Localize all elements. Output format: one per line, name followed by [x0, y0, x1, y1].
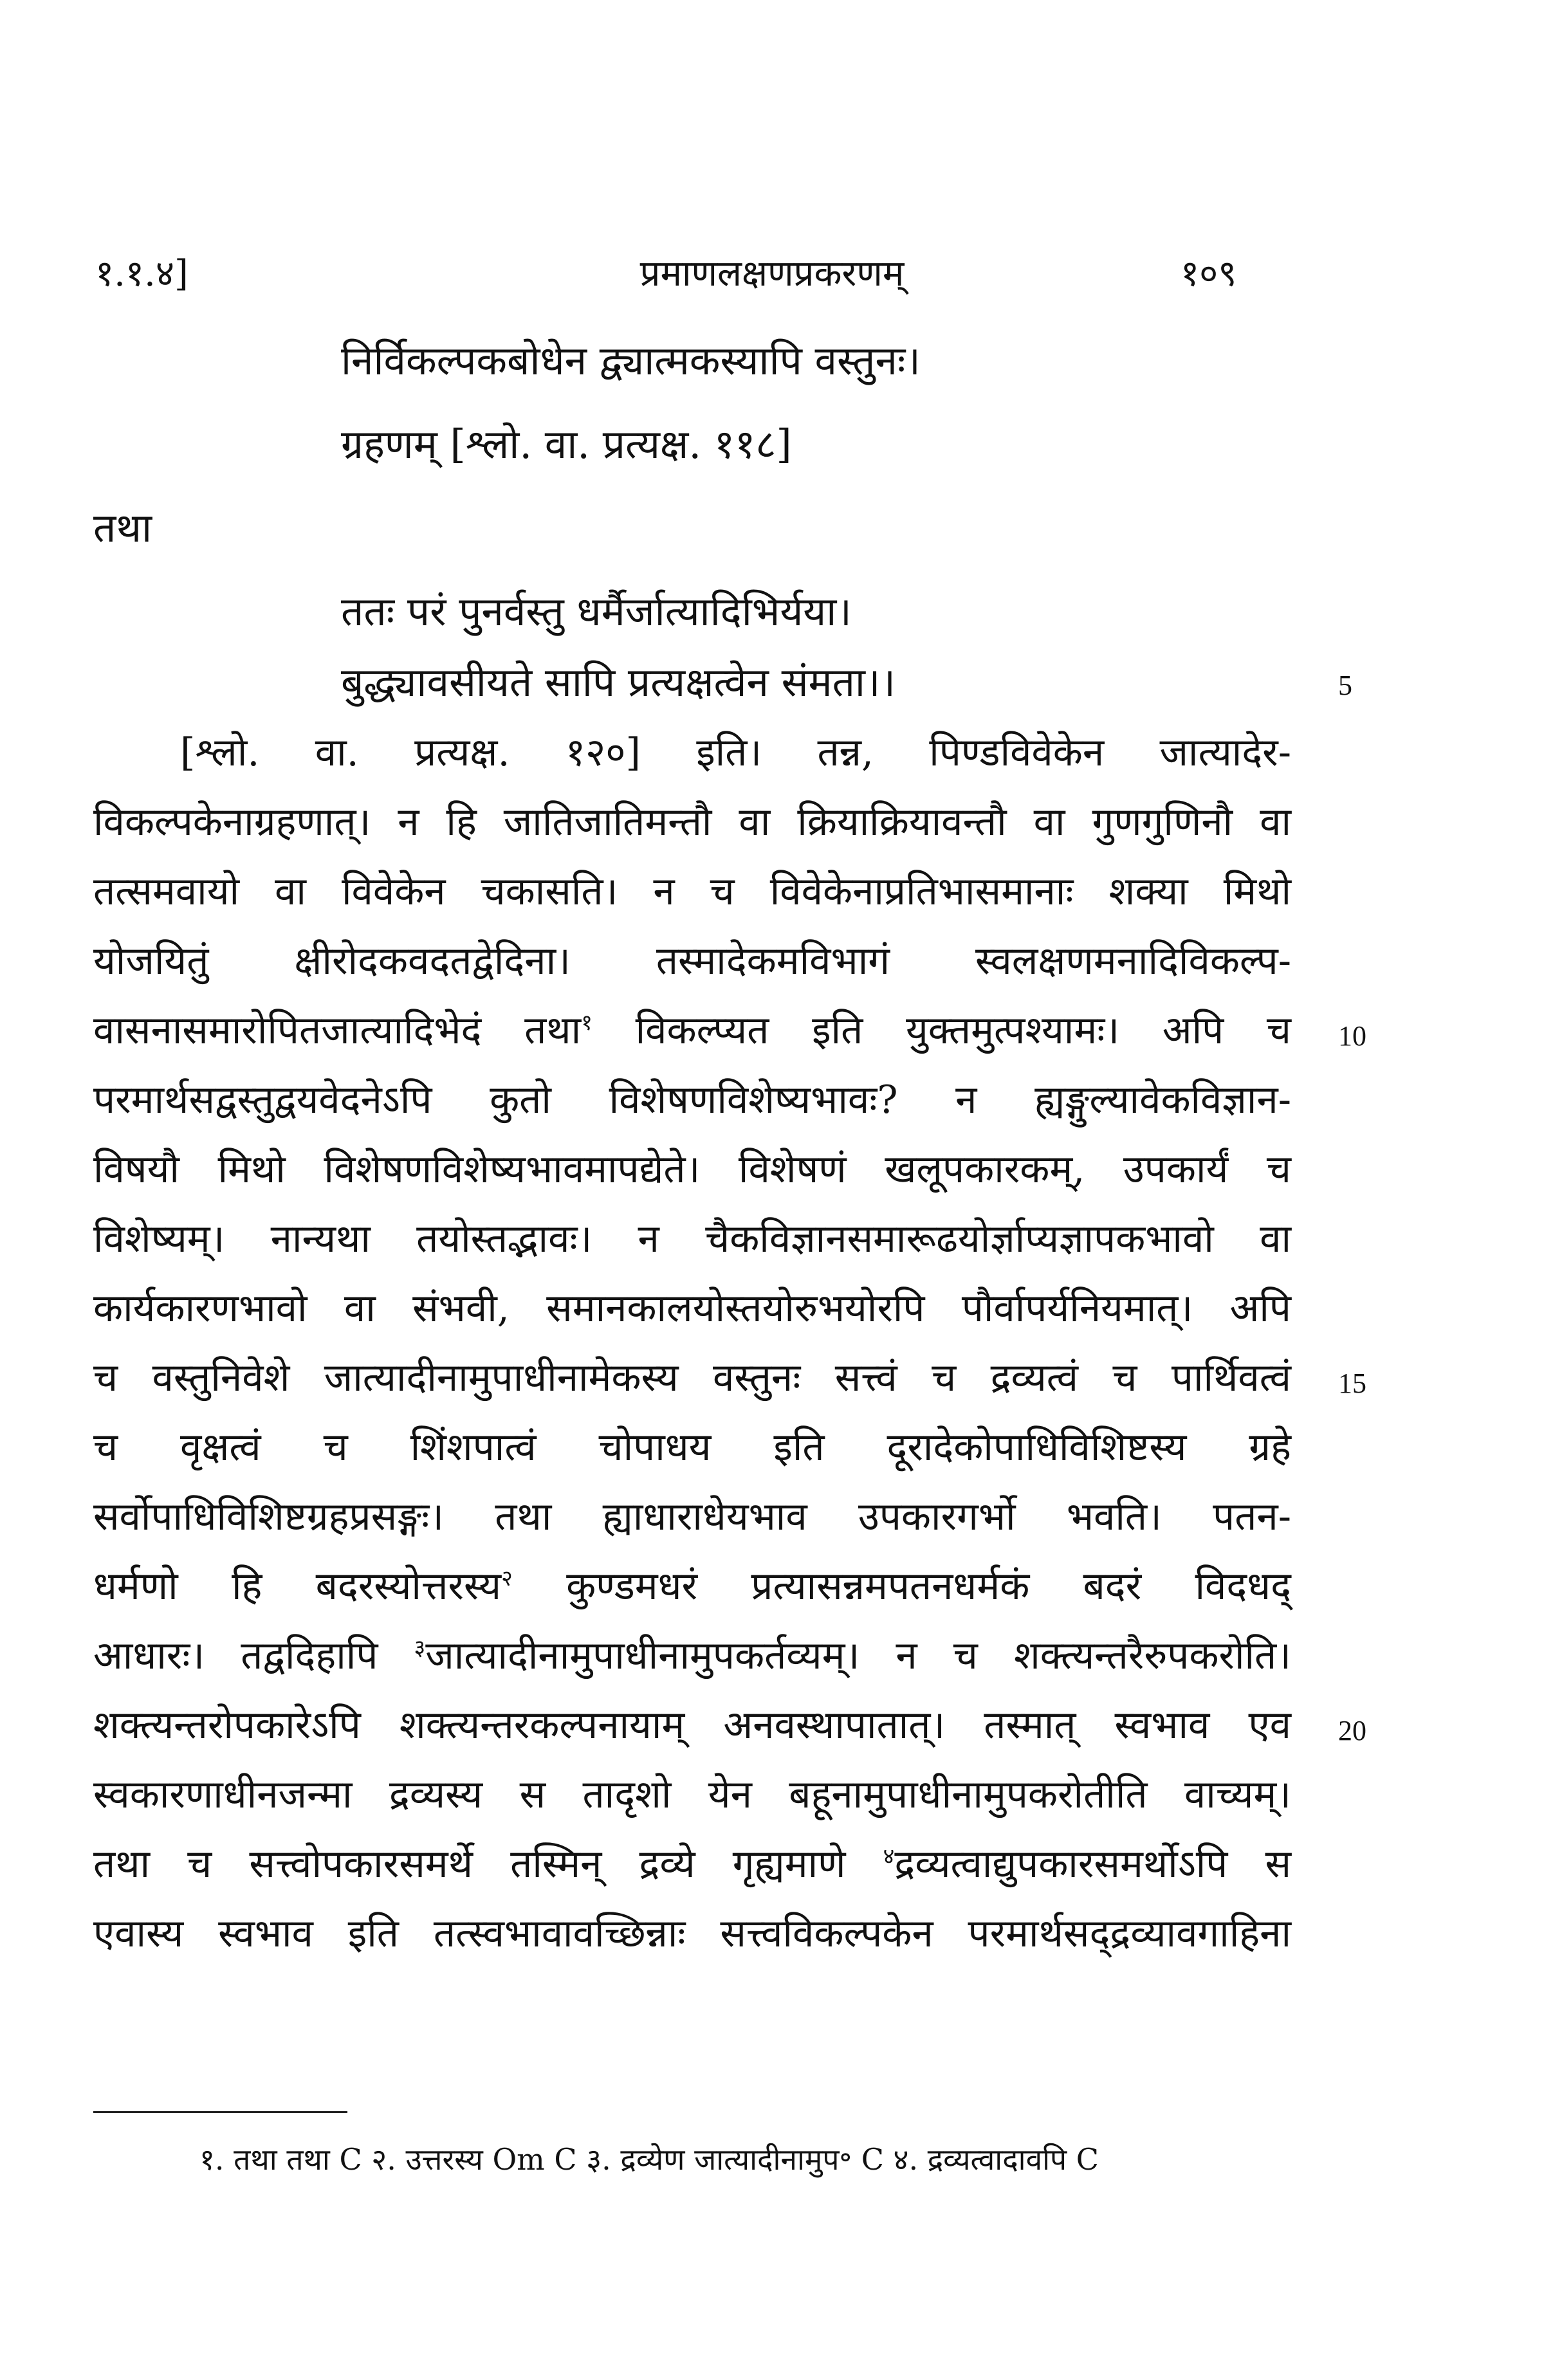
line-number: 20 [1338, 1715, 1366, 1746]
text-line: च वस्तुनिवेशे जात्यादीनामुपाधीनामेकस्य वस्तुनः सत्त्वं च द्रव्यत्वं च पार्थिवत्वं [93, 1355, 1291, 1400]
running-title: प्रमाणलक्षणप्रकरणम् [639, 253, 905, 295]
text-line [93, 1842, 1291, 1887]
verse-line: ग्रहणम् [श्लो. वा. प्रत्यक्ष. ११८] [341, 421, 792, 468]
section-number: १.१.४] [95, 253, 188, 295]
text-line [93, 1564, 1291, 1609]
text-fragment: वासनासमारोपितजात्यादिभेदं तथा [93, 1008, 582, 1053]
page-number: १०९ [1181, 253, 1237, 295]
verse-line: ततः परं पुनर्वस्तु धर्मैर्जात्यादिभिर्यया। [341, 588, 852, 635]
text-fragment: धर्मणो हि बदरस्योत्तरस्य [93, 1564, 502, 1609]
line-number: 15 [1338, 1368, 1366, 1399]
footnote-rule [93, 2111, 347, 2113]
verse-line: बुद्ध्यावसीयते सापि प्रत्यक्षत्वेन संमता।। [341, 659, 896, 706]
text-line: च वृक्षत्वं च शिंशपात्वं चोपाधय इति दूरादेकोपाधिविशिष्टस्य ग्रहे [93, 1425, 1291, 1470]
footnote-mark: ३ [414, 1635, 426, 1661]
text-fragment: जात्यादीनामुपाधीनामुपकर्तव्यम्। न च शक्त्यन्तरैरुपकरोति। [425, 1633, 1291, 1678]
text-line: योजयितुं क्षीरोदकवदतद्वेदिना। तस्मादेकमविभागं स्वलक्षणमनादिविकल्प- [93, 938, 1291, 984]
text-fragment: कुण्डमधरं प्रत्यासन्नमपतनधर्मकं बदरं विदधद् [566, 1564, 1291, 1609]
text-line: एवास्य स्वभाव इति तत्स्वभावावच्छिन्नाः सत्त्वविकल्पकेन परमार्थसद्द्रव्यावगाहिना [93, 1911, 1291, 1956]
text-line: विषयौ मिथो विशेषणविशेष्यभावमापद्येते। विशेषणं खलूपकारकम्, उपकार्यं च [93, 1147, 1291, 1192]
text-line [93, 1633, 1291, 1678]
text-line: सर्वोपाधिविशिष्टग्रहप्रसङ्गः। तथा ह्याधाराधेयभाव उपकारगर्भो भवति। पतन- [93, 1494, 1291, 1539]
text-line: परमार्थसद्वस्तुद्वयवेदनेऽपि कुतो विशेषणविशेष्यभावः? न ह्यङ्गुल्यावेकविज्ञान- [93, 1077, 1291, 1122]
footnote-mark: २ [501, 1566, 513, 1591]
footnote-mark: ४ [883, 1844, 895, 1869]
text-line: विशेष्यम्। नान्यथा तयोस्तद्भावः। न चैकविज्ञानसमारूढयोर्ज्ञाप्यज्ञापकभावो वा [93, 1216, 1291, 1261]
text-fragment: तथा च सत्त्वोपकारसमर्थे तस्मिन् द्रव्ये गृह्यमाणे [93, 1842, 846, 1887]
text-fragment: विकल्प्यत इति युक्तमुत्पश्यामः। अपि च [635, 1008, 1292, 1053]
text-line: कार्यकारणभावो वा संभवी, समानकालयोस्तयोरुभयोरपि पौर्वापर्यनियमात्। अपि [93, 1286, 1291, 1331]
text-fragment: द्रव्यत्वाद्युपकारसमर्थोऽपि स [894, 1842, 1291, 1887]
verse-line: निर्विकल्पकबोधेन द्व्यात्मकस्यापि वस्तुनः। [341, 337, 921, 384]
text-line: विकल्पकेनाग्रहणात्। न हि जातिजातिमन्तौ वा क्रियाक्रियावन्तौ वा गुणगुणिनौ वा [93, 800, 1291, 845]
text-line: स्वकारणाधीनजन्मा द्रव्यस्य स तादृशो येन बहूनामुपाधीनामुपकरोतीति वाच्यम्। [93, 1772, 1291, 1817]
text-line: शक्त्यन्तरोपकारेऽपि शक्त्यन्तरकल्पनायाम् अनवस्थापातात्। तस्मात् स्वभाव एव [93, 1703, 1291, 1748]
text-line: तथा [93, 504, 152, 551]
text-fragment: आधारः। तद्वदिहापि [93, 1633, 378, 1678]
text-line: तत्समवायो वा विवेकेन चकासति। न च विवेकेनाप्रतिभासमानाः शक्या मिथो [93, 869, 1291, 914]
line-number: 10 [1338, 1020, 1366, 1052]
footnote-mark: १ [581, 1010, 593, 1036]
text-line [93, 1008, 1292, 1053]
footnotes: १. तथा तथा C २. उत्तरस्य Om C ३. द्रव्येण जात्यादीनामुप॰ C ४. द्रव्यत्वादावपि C [199, 2142, 1099, 2177]
line-number: 5 [1338, 670, 1352, 701]
text-line: [श्लो. वा. प्रत्यक्ष. १२०] इति। तन्न, पिण्डविवेकेन जात्यादेर- [180, 730, 1291, 775]
